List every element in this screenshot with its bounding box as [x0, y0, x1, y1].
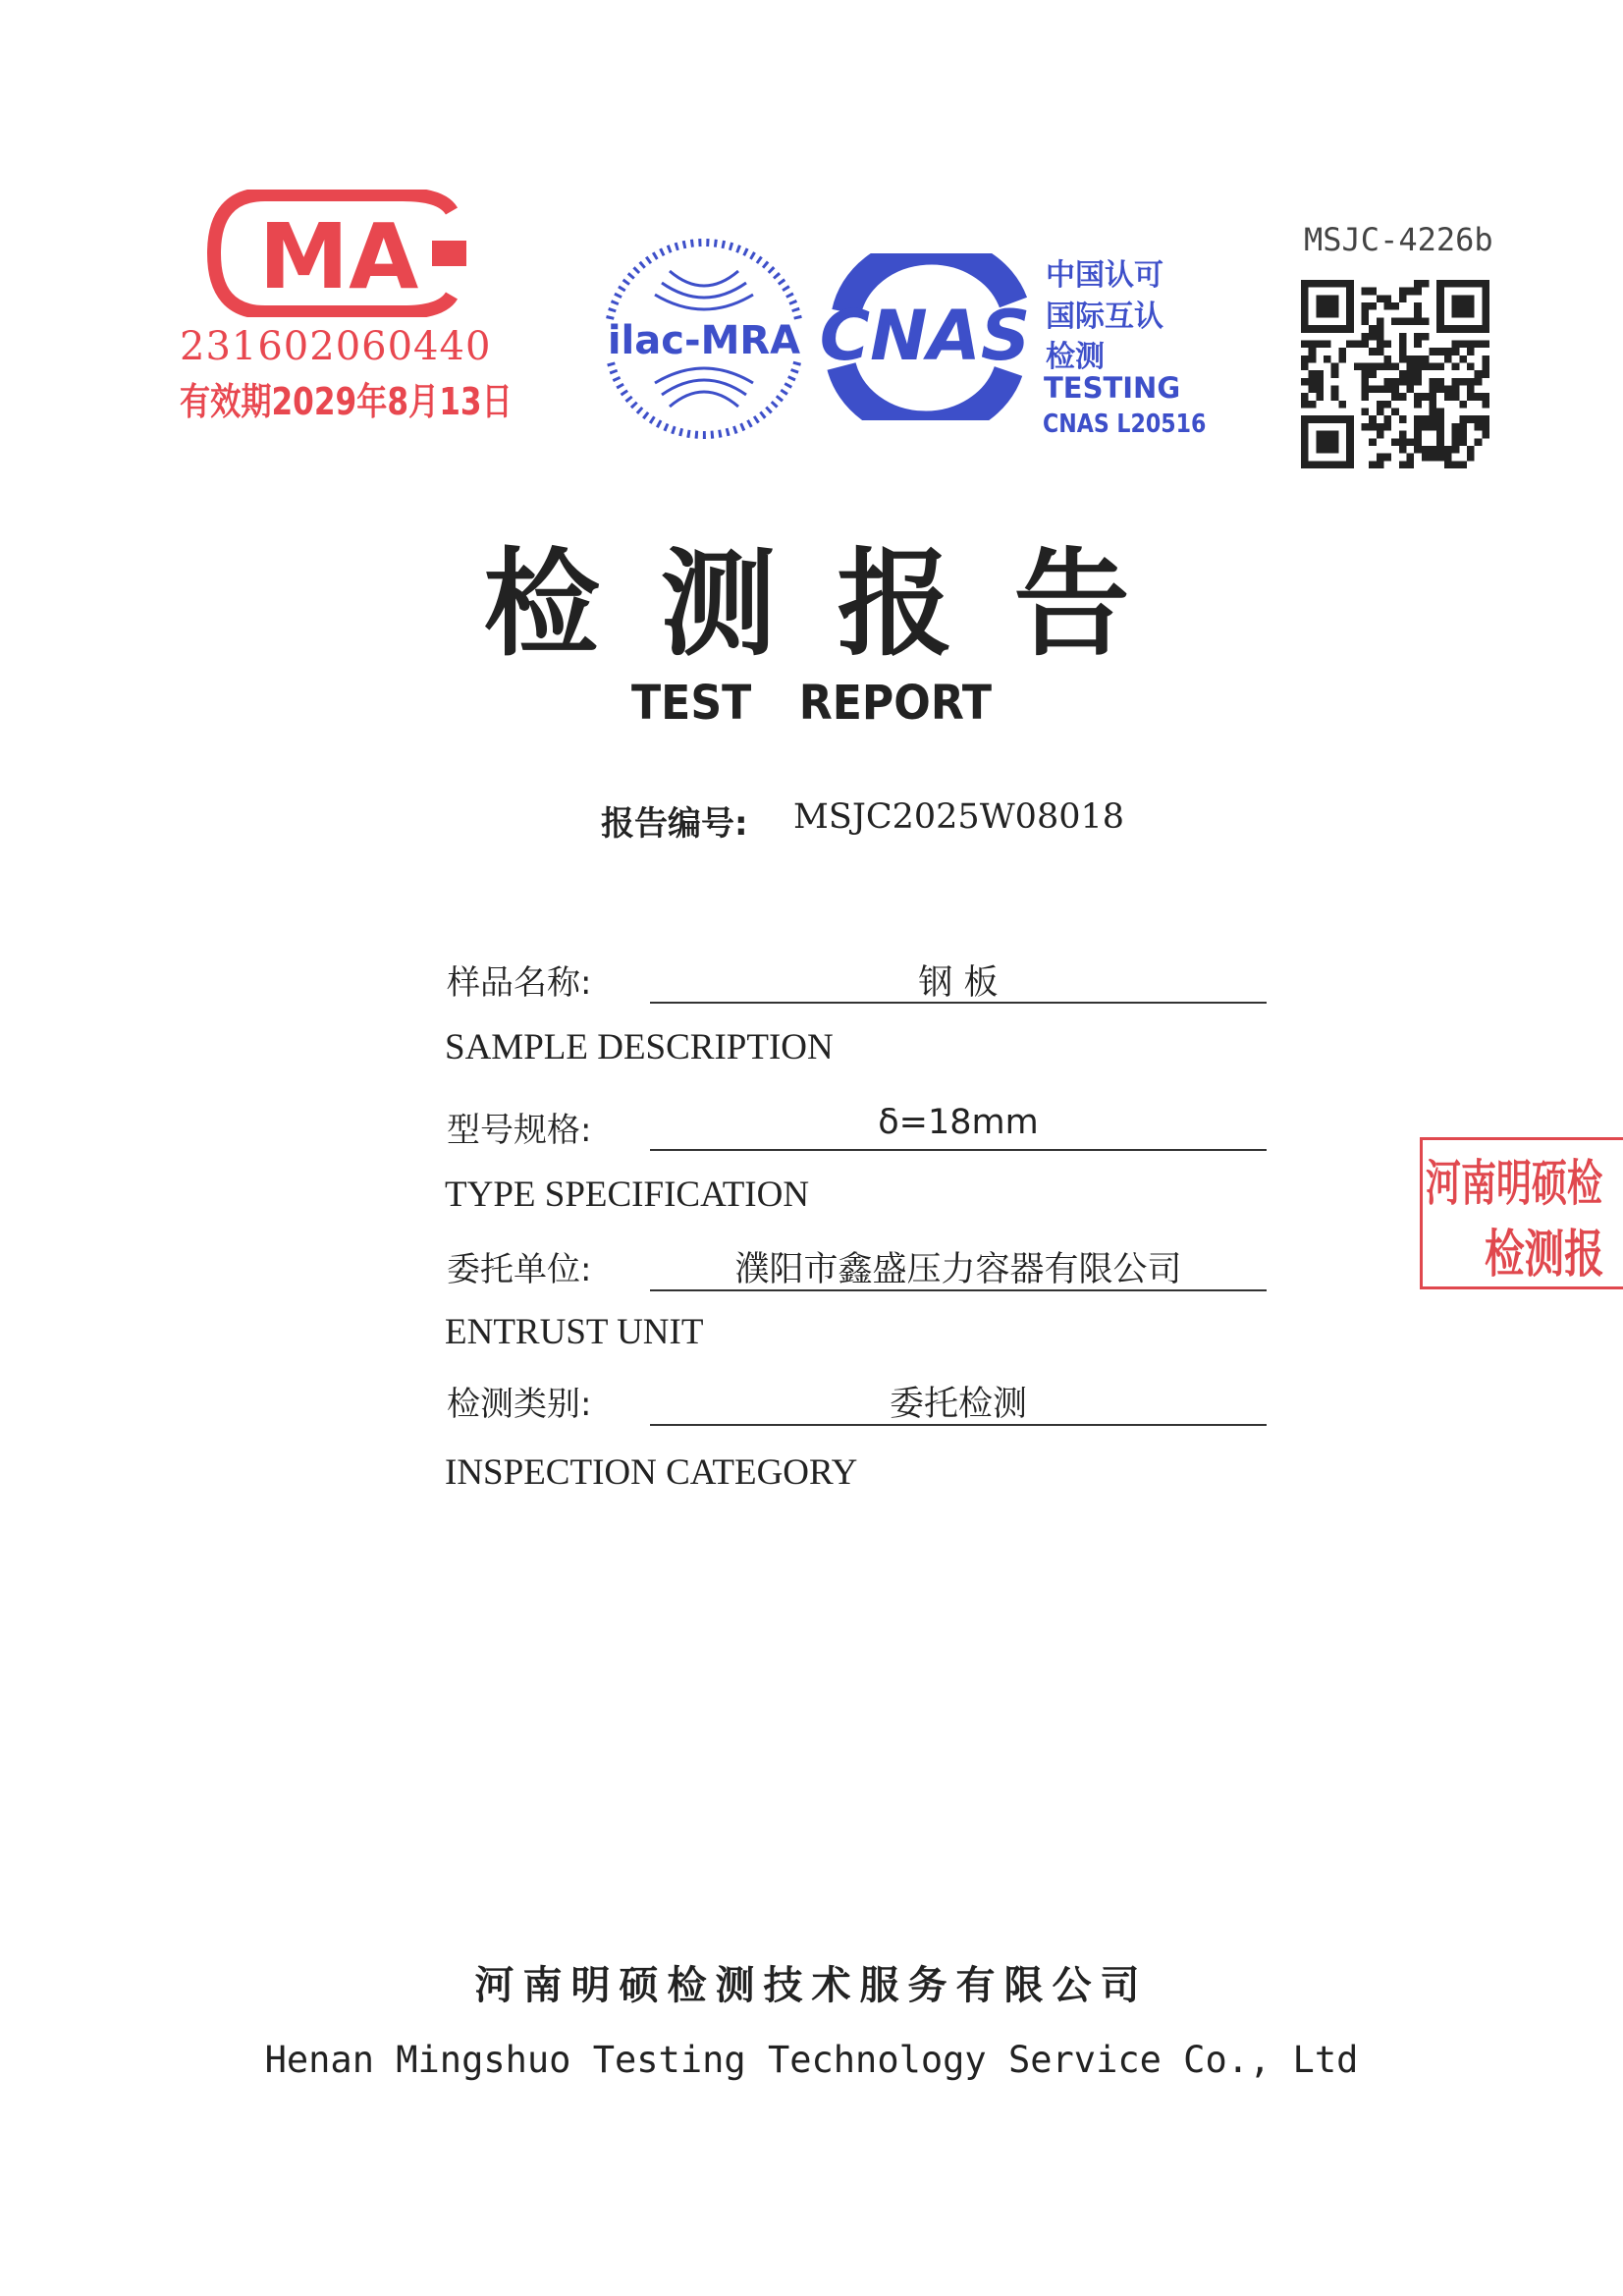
- type-spec-label-cn: 型号规格:: [447, 1111, 592, 1150]
- inspection-category-value: 委托检测: [889, 1385, 1027, 1424]
- sample-label-en: SAMPLE DESCRIPTION: [445, 1027, 834, 1067]
- seal-text-line-1: 河南明硕检: [1426, 1155, 1602, 1212]
- svg-text:MA: MA: [258, 204, 419, 309]
- cma-number: 231602060440: [180, 324, 492, 369]
- cma-logo: [206, 190, 466, 317]
- cnas-cn-line-3: 检测: [1046, 340, 1105, 374]
- title-cn: 检测报告: [483, 536, 1191, 672]
- inspection-category-underline: [650, 1424, 1267, 1426]
- company-name-en: Henan Mingshuo Testing Technology Service Co., Ltd: [264, 2039, 1359, 2081]
- cnas-testing-label: TESTING: [1044, 371, 1181, 405]
- form-code: MSJC-4226b: [1304, 221, 1493, 258]
- sample-underline: [650, 1002, 1267, 1004]
- report-number-label: 报告编号:: [601, 804, 748, 844]
- inspection-category-label-cn: 检测类别:: [447, 1385, 592, 1424]
- qr-code-icon: [1301, 280, 1489, 468]
- type-spec-value: δ=18mm: [878, 1103, 1039, 1142]
- cma-validity: 有效期2029年8月13日: [180, 380, 513, 423]
- type-spec-label-en: TYPE SPECIFICATION: [445, 1175, 810, 1215]
- title-en: TEST REPORT: [631, 676, 992, 731]
- seal-text-line-2: 检测报: [1485, 1226, 1604, 1285]
- sample-value: 钢 板: [918, 963, 999, 1003]
- ilac-mra-logo: [601, 236, 807, 442]
- report-number-value: MSJC2025W08018: [793, 797, 1125, 837]
- entrust-unit-underline: [650, 1289, 1267, 1291]
- type-spec-underline: [650, 1149, 1267, 1151]
- inspection-category-label-en: INSPECTION CATEGORY: [445, 1452, 858, 1493]
- entrust-unit-value: 濮阳市鑫盛压力容器有限公司: [734, 1250, 1182, 1289]
- entrust-unit-label-cn: 委托单位:: [447, 1250, 592, 1289]
- sample-label-cn: 样品名称:: [447, 963, 592, 1003]
- svg-text:ilac-MRA: ilac-MRA: [607, 318, 801, 363]
- cnas-cn-line-1: 中国认可: [1046, 258, 1163, 293]
- entrust-unit-label-en: ENTRUST UNIT: [445, 1312, 704, 1352]
- cnas-number: CNAS L20516: [1043, 410, 1207, 439]
- cnas-logo: [807, 253, 1048, 420]
- cnas-cn-line-2: 国际互认: [1046, 300, 1163, 334]
- svg-text:CNAS: CNAS: [819, 296, 1031, 376]
- company-name-cn: 河南明硕检测技术服务有限公司: [474, 1963, 1149, 2008]
